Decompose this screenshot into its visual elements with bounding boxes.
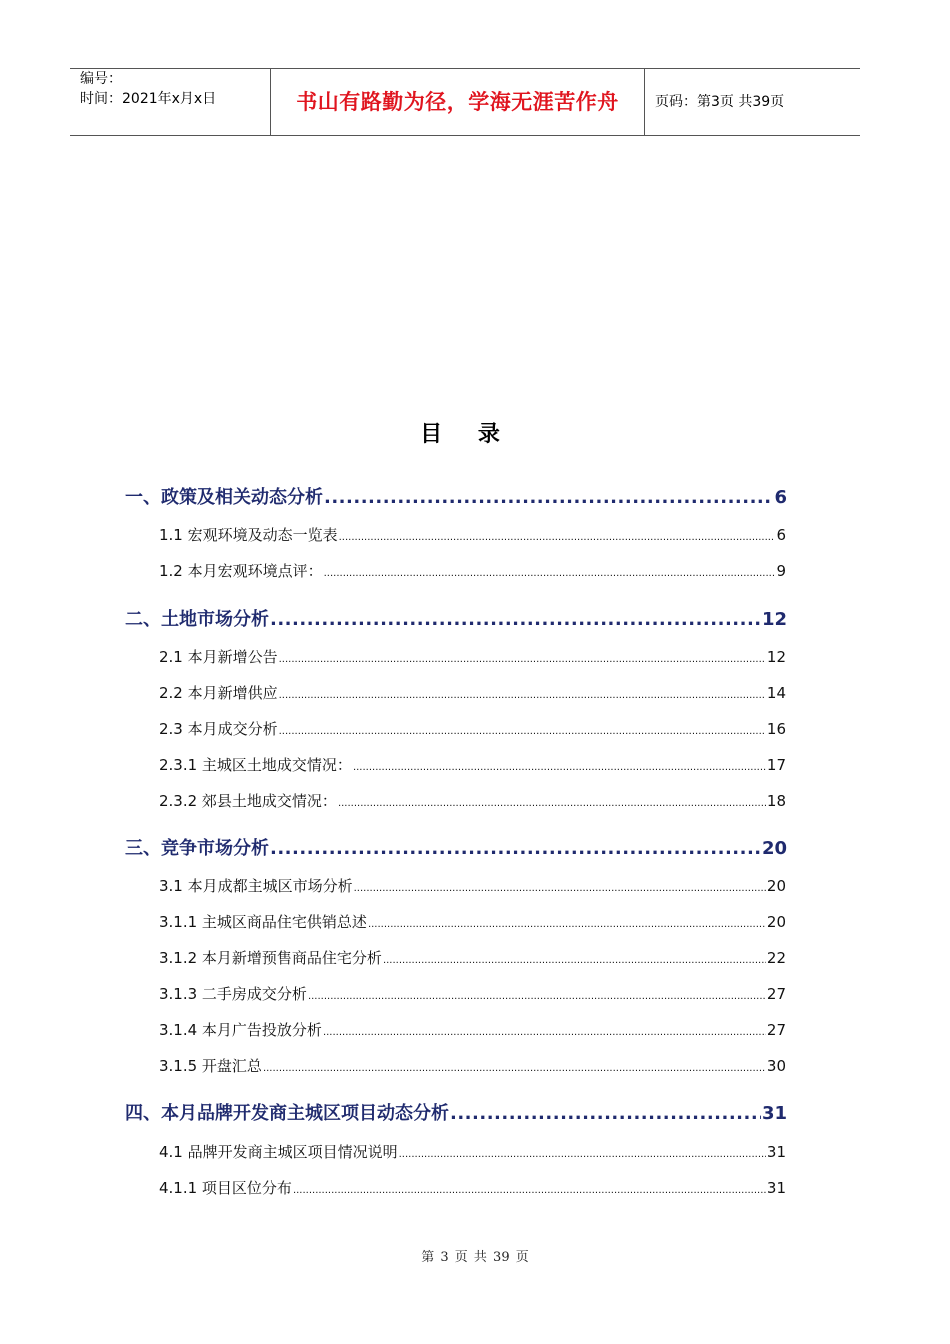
toc-item-3-1-2[interactable] <box>159 948 786 971</box>
toc-item-2-3-2[interactable] <box>159 791 786 814</box>
toc-item-3-1-4[interactable] <box>159 1020 786 1043</box>
toc-section-2[interactable] <box>125 609 787 631</box>
toc-leader-dots <box>338 794 766 814</box>
toc-item-label: 3.1.3 二手房成交分析 <box>159 985 307 1003</box>
toc-leader-dots <box>353 758 766 778</box>
toc-item-3-1-3[interactable] <box>159 984 786 1007</box>
toc-leader-dots <box>368 915 766 935</box>
toc-page-number: 12 <box>766 648 786 666</box>
toc-leader-dots <box>279 686 766 706</box>
toc-item-4-1[interactable] <box>159 1142 786 1165</box>
toc-leader-dots <box>323 1023 766 1043</box>
toc-item-label: 3.1.1 主城区商品住宅供销总述 <box>159 913 367 931</box>
toc-page-number: 20 <box>766 913 786 931</box>
toc-page-number: 27 <box>766 1021 786 1039</box>
header-page-cell <box>645 69 860 135</box>
toc-leader-dots <box>270 609 761 631</box>
toc-leader-dots <box>279 722 766 742</box>
document-header <box>70 68 860 136</box>
toc-item-label: 4.1 品牌开发商主城区项目情况说明 <box>159 1143 398 1161</box>
toc-section-label: 三、竞争市场分析 <box>125 838 269 859</box>
toc-leader-dots <box>383 951 766 971</box>
toc-item-label: 2.3.1 主城区土地成交情况： <box>159 756 352 774</box>
toc-page-number: 31 <box>766 1143 786 1161</box>
toc-section-1[interactable] <box>125 487 787 509</box>
toc-page-number: 20 <box>761 838 787 859</box>
toc-item-label: 2.2 本月新增供应 <box>159 684 278 702</box>
toc-page-number: 27 <box>766 985 786 1003</box>
toc-leader-dots <box>399 1145 766 1165</box>
toc-section-3[interactable] <box>125 838 787 860</box>
toc-leader-dots <box>270 838 761 860</box>
toc-page-number: 6 <box>774 487 787 508</box>
toc-item-4-1-1[interactable] <box>159 1178 786 1201</box>
toc-item-label: 4.1.1 项目区位分布 <box>159 1179 292 1197</box>
toc-leader-dots <box>324 564 776 584</box>
toc-item-label: 2.1 本月新增公告 <box>159 648 278 666</box>
toc-item-label: 2.3.2 郊县土地成交情况： <box>159 792 337 810</box>
toc-page-number: 30 <box>766 1057 786 1075</box>
header-page-info: 页码：第3页 共39页 <box>655 94 785 110</box>
toc-page-number: 16 <box>766 720 786 738</box>
toc-leader-dots <box>263 1059 766 1079</box>
toc-item-2-3-1[interactable] <box>159 755 786 778</box>
toc-title: 目 录 <box>420 422 514 447</box>
toc-section-label: 一、政策及相关动态分析 <box>125 487 323 508</box>
toc-item-1-1[interactable] <box>159 525 786 548</box>
toc-page-number: 31 <box>766 1179 786 1197</box>
toc-item-1-2[interactable] <box>159 561 786 584</box>
toc-item-label: 2.3 本月成交分析 <box>159 720 278 738</box>
toc-page-number: 22 <box>766 949 786 967</box>
toc-item-label: 1.2 本月宏观环境点评： <box>159 562 323 580</box>
toc-item-2-2[interactable] <box>159 683 786 706</box>
header-motto: 书山有路勤为径，学海无涯苦作舟 <box>296 90 619 114</box>
toc-page-number: 14 <box>766 684 786 702</box>
toc-page-number: 6 <box>776 526 786 544</box>
toc-item-label: 3.1.5 开盘汇总 <box>159 1057 262 1075</box>
toc-item-3-1-1[interactable] <box>159 912 786 935</box>
toc-item-label: 3.1.4 本月广告投放分析 <box>159 1021 322 1039</box>
toc-page-number: 20 <box>766 877 786 895</box>
toc-page-number: 31 <box>761 1103 787 1124</box>
toc-section-4[interactable] <box>125 1103 787 1125</box>
toc-item-2-1[interactable] <box>159 647 786 670</box>
toc-item-2-3[interactable] <box>159 719 786 742</box>
toc-leader-dots <box>339 528 776 548</box>
toc-page-number: 17 <box>766 756 786 774</box>
toc-item-3-1-5[interactable] <box>159 1056 786 1079</box>
toc-leader-dots <box>279 650 766 670</box>
document-code-label: 编号： <box>80 71 122 87</box>
toc-leader-dots <box>293 1181 766 1201</box>
header-motto-cell <box>271 69 645 135</box>
header-meta-cell <box>70 69 271 135</box>
toc-item-label: 1.1 宏观环境及动态一览表 <box>159 526 338 544</box>
toc-item-3-1[interactable] <box>159 876 786 899</box>
toc-page-number: 9 <box>776 562 786 580</box>
toc-leader-dots <box>354 879 766 899</box>
toc-leader-dots <box>308 987 766 1007</box>
toc-leader-dots <box>324 487 773 509</box>
page-footer: 第 3 页 共 39 页 <box>421 1250 529 1265</box>
toc-section-label: 二、土地市场分析 <box>125 609 269 630</box>
toc-item-label: 3.1.2 本月新增预售商品住宅分析 <box>159 949 382 967</box>
document-time-label: 时间：2021年x月x日 <box>80 91 217 107</box>
toc-page-number: 18 <box>766 792 786 810</box>
toc-item-label: 3.1 本月成都主城区市场分析 <box>159 877 353 895</box>
toc-section-label: 四、本月品牌开发商主城区项目动态分析 <box>125 1103 449 1124</box>
toc-page-number: 12 <box>761 609 787 630</box>
toc-leader-dots <box>450 1103 761 1125</box>
